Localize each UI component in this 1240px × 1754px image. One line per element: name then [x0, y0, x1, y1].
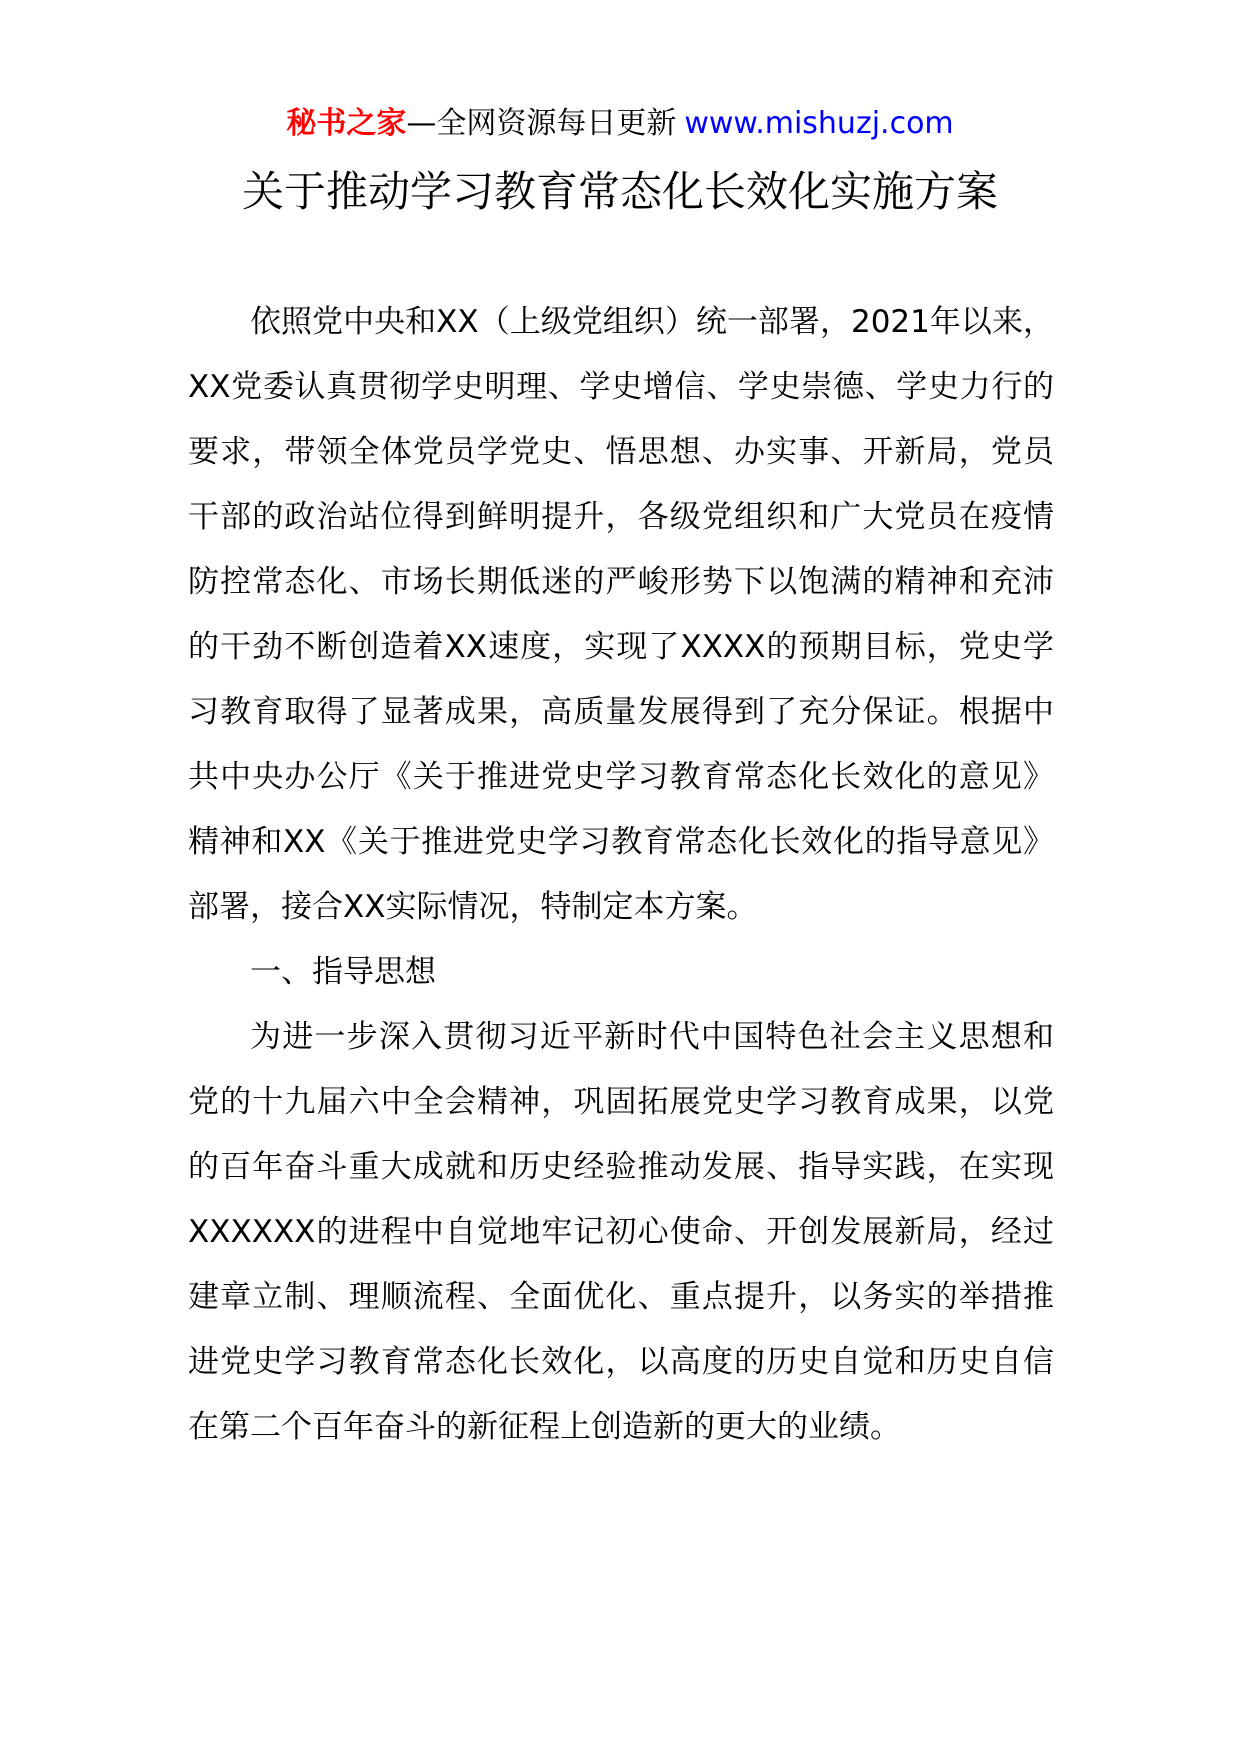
site-url-link[interactable]: www.mishuzj.com [684, 106, 954, 141]
intro-paragraph: 依照党中央和XX（上级党组织）统一部署，2021年以来，XX党委认真贯彻学史明理、学史增信、学史崇德、学史力行的要求，带领全体党员学党史、悟思想、办实事、开新局，党员干部的政治站位得到鲜明提升，各级党组织和广大党员在疫情防控常态化、市场长期低迷的严峻形势下以饱满的精神和充沛的干劲不断创造着XX速度，实现了XXXX的预期目标，党史学习教育取得了显著成果，高质量发展得到了充分保证。根据中共中央办公厅《关于推进党史学习教育常态化长效化的意见》精神和XX《关于推进党史学习教育常态化长效化的指导意见》部署，接合XX实际情况，特制定本方案。 [188, 304, 1054, 925]
guiding-ideology-paragraph: 为进一步深入贯彻习近平新时代中国特色社会主义思想和党的十九届六中全会精神，巩固拓展党史学习教育成果，以党的百年奋斗重大成就和历史经验推动发展、指导实践，在实现XXXXXX的进程中自觉地牢记初心使命、开创发展新局，经过建章立制、理顺流程、全面优化、重点提升，以务实的举措推进党史学习教育常态化长效化，以高度的历史自觉和历史自信在第二个百年奋斗的新征程上创造新的更大的业绩。 [188, 1019, 1054, 1445]
document-body [188, 290, 1054, 1460]
brand-name: 秘书之家 [286, 106, 407, 141]
site-header [0, 104, 1240, 144]
document-title: 关于推动学习教育常态化长效化实施方案 [241, 167, 998, 216]
header-slogan: —全网资源每日更新 [406, 106, 677, 141]
section-heading-guiding-ideology: 一、指导思想 [250, 954, 436, 990]
